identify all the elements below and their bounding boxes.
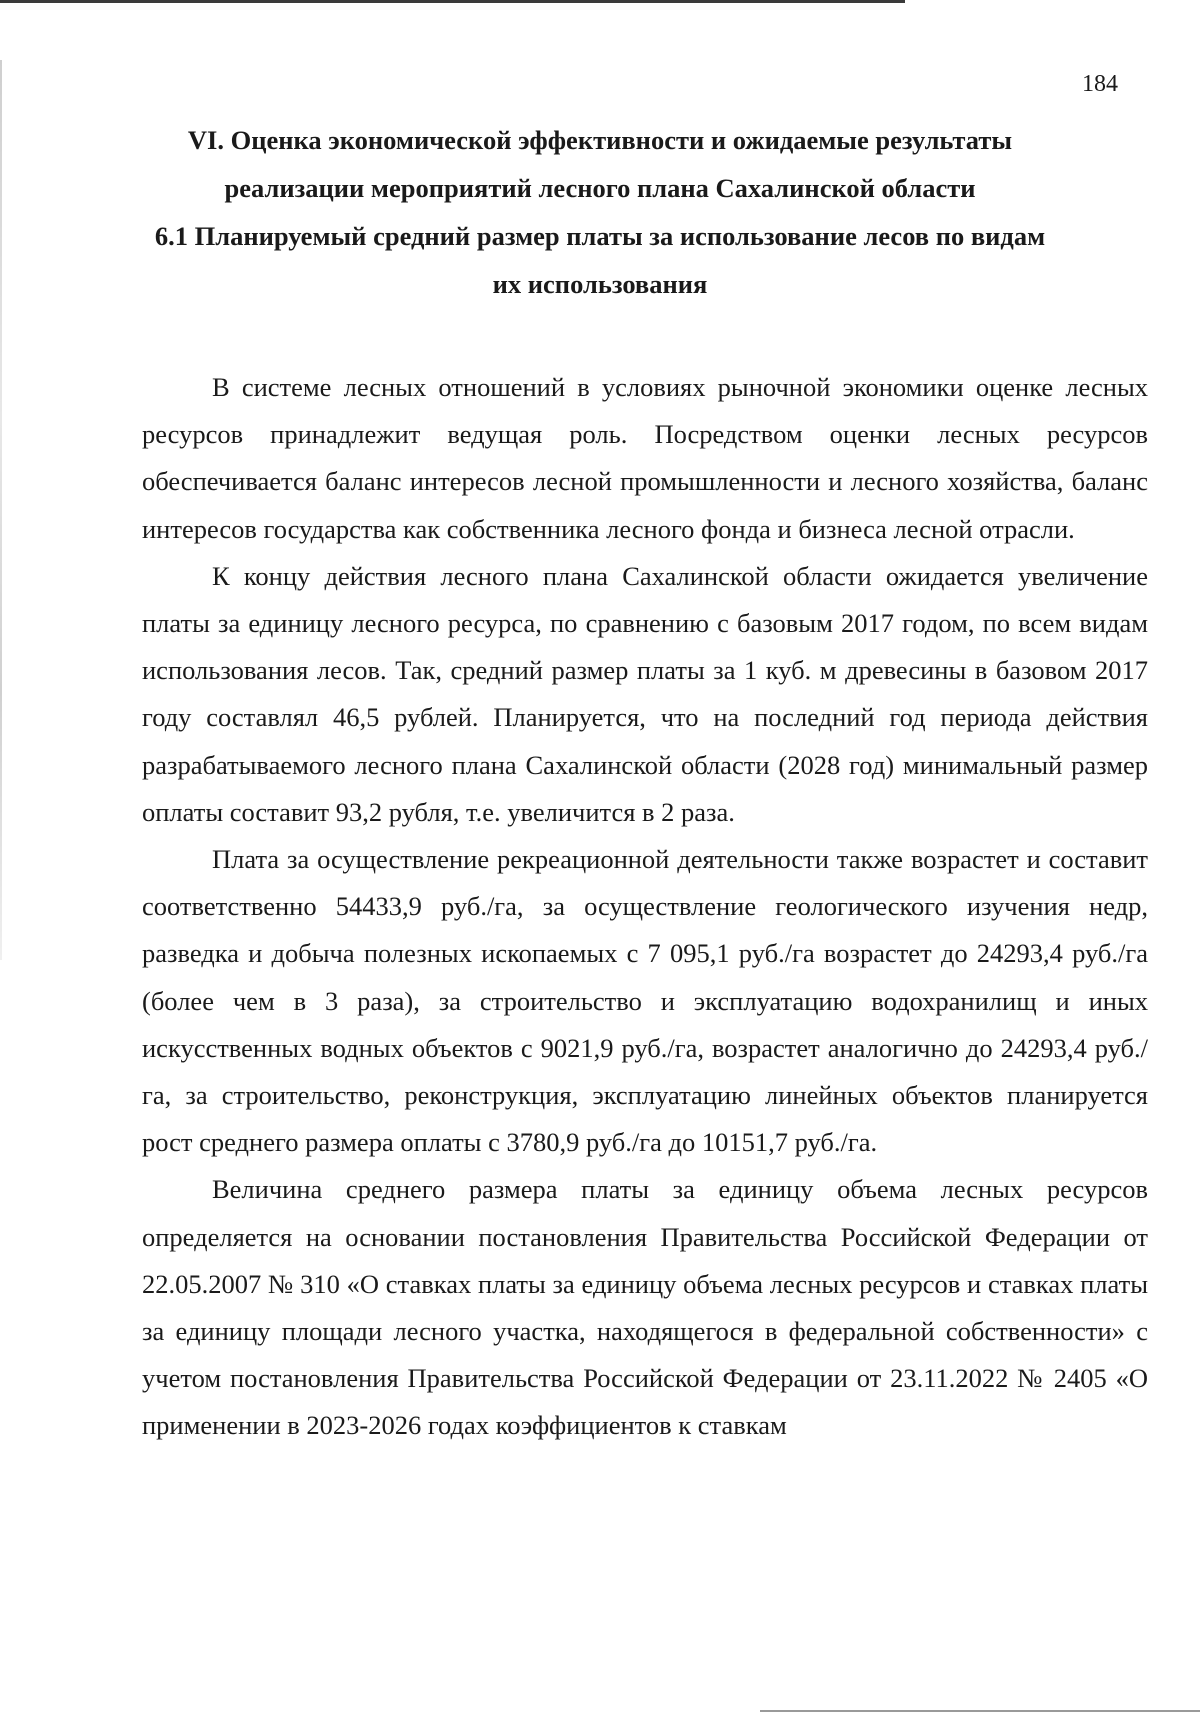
page-number: 184 xyxy=(1082,71,1118,97)
scan-top-border xyxy=(0,0,905,3)
scan-bottom-border xyxy=(760,1710,1200,1712)
section-title: VI. Оценка экономической эффективности и ожидаемые результаты реализации мероприятий лесного плана Сахалинской области xyxy=(187,125,1013,203)
scan-left-edge xyxy=(0,60,2,960)
paragraph-1: В системе лесных отношений в условиях рыночной экономики оценке лесных ресурсов принадлежит ведущая роль. Посредством оценки лесных ресурсов обеспечивается баланс интересов лесной промышленности и лесного хозяйства, баланс интересов государства как собственника лесного фонда и бизнеса лесной отрасли. xyxy=(142,372,1148,544)
paragraph-3: Плата за осуществление рекреационной деятельности также возрастет и составит соответственно 54433,9 руб./га, за осуществление геологического изучения недр, разведка и добыча полезных ископаемых с 7 095,1 руб./га возрастет до 24293,4 руб./га (более чем в 3 раза), за строительство и эксплуатацию водохранилищ и иных искусственных водных объектов с 9021,9 руб./га, возрастет аналогично до 24293,4 руб./га, за строительство, реконструкция, эксплуатацию линейных объектов планируется рост среднего размера оплаты с 3780,9 руб./га до 10151,7 руб./га. xyxy=(142,844,1148,1158)
paragraph-4: Величина среднего размера платы за единицу объема лесных ресурсов определяется на основании постановления Правительства Российской Федерации от 22.05.2007 № 310 «О ставках платы за единицу объема лесных ресурсов и ставках платы за единицу площади лесного участка, находящегося в федеральной собственности» с учетом постановления Правительства Российской Федерации от 23.11.2022 № 2405 «О применении в 2023-2026 годах коэффициентов к ставкам xyxy=(142,1174,1148,1441)
heading-block xyxy=(140,116,1060,308)
subsection-title: 6.1 Планируемый средний размер платы за использование лесов по видам их использования xyxy=(154,221,1046,299)
paragraph-2: К концу действия лесного плана Сахалинской области ожидается увеличение платы за единицу лесного ресурса, по сравнению с базовым 2017 годом, по всем видам использования лесов. Так, средний размер платы за 1 куб. м древесины в базовом 2017 году составлял 46,5 рублей. Планируется, что на последний год периода действия разрабатываемого лесного плана Сахалинской области (2028 год) минимальный размер оплаты составит 93,2 рубля, т.е. увеличится в 2 раза. xyxy=(142,560,1148,827)
body-text xyxy=(142,364,1148,1450)
